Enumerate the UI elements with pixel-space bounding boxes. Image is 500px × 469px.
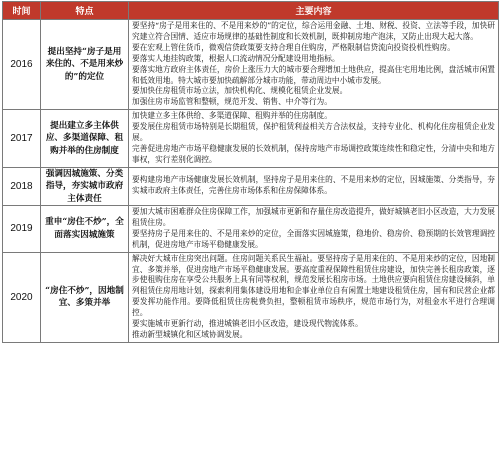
content-paragraph: 要在宏观上管住货币，微观信贷政策要支持合理自住购房，严格限制信贷流向投资投机性购房。 [132,42,455,52]
content-paragraph: 要构建房地产市场健康发展长效机制，坚持房子是用来住的、不是用来炒的定位，因城施策、分类指导，夯实城市政府主体责任，完善住房市场体系和住房保障体系。 [132,175,495,196]
table-row [3,110,499,168]
content-cell [129,20,499,110]
content-cell [129,167,499,205]
table-row [3,206,499,253]
content-paragraph: 要坚持“房子是用来住的、不是用来炒的”的定位，综合运用金融、土地、财税、投资、立法等手段，加快研究建立符合国情、适应市场规律的基础性制度和长效机制，既抑制房地产泡沫，又防止出现大起大落。 [132,21,495,41]
content-paragraph: 要落实地方政府主体责任，房价上涨压力大的城市要合理增加土地供应，提高住宅用地比例，盘活城市闲置和低效用地。特大城市要加快疏解部分城市功能，带动周边中小城市发展。 [132,64,495,85]
table-row [3,252,499,342]
content-cell [129,252,499,342]
feature-cell: 提出建立多主体供应、多渠道保障、租购并举的住房制度 [41,110,129,168]
content-paragraph: 要实施城市更新行动，推进城镇老旧小区改造，建设现代物流体系。 [132,319,363,329]
table-row [3,20,499,110]
year-cell: 2020 [3,252,41,342]
header-content: 主要内容 [129,2,499,20]
content-paragraph: 要坚持房子是用来住的、不是用来炒的定位，全面落实因城施策，稳地价、稳房价、稳预期的长效管理调控机制，促进房地产市场平稳健康发展。 [132,228,495,249]
feature-cell: “房住不炒”，因地制宜、多策并举 [41,252,129,342]
content-paragraph: 要落实人地挂钩政策，根据人口流动情况分配建设用地指标。 [132,53,340,63]
content-paragraph: 要加大城市困难群众住房保障工作，加强城市更新和存量住房改造提升，做好城镇老旧小区改造，大力发展租赁住房。 [132,207,495,227]
content-paragraph: 要加快住房租赁市场立法，加快机构化、规模化租赁企业发展。 [132,86,348,96]
content-paragraph: 推动新型城镇化和区域协调发展。 [132,329,248,339]
content-paragraph: 要发展住房租赁市场特别是长期租赁，保护租赁利益相关方合法权益，支持专业化、机构化住房租赁企业发展。 [132,122,495,143]
year-cell: 2018 [3,167,41,205]
header-year: 时间 [3,2,41,20]
policy-table [2,1,499,343]
content-paragraph: 加强住房市场监管和整顿，规范开发、销售、中介等行为。 [132,97,332,107]
year-cell: 2019 [3,206,41,253]
content-paragraph: 解决好大城市住房突出问题。住房问题关系民生福祉。要坚持房子是用来住的、不是用来炒的定位，因地制宜、多策并举，促进房地产市场平稳健康发展。要高度重视保障性租赁住房建设，加快完善长租房政策，逐步使租购住房在享受公共服务上具有同等权利，规范发展长租房市场。土地供应要向租赁住房建设倾斜，单列租赁住房用地计划，探索利用集体建设用地和企事业单位自有闲置土地建设租赁住房，国有和民营企业都要发挥功能作用。要降低租赁住房税费负担，整顿租赁市场秩序，规范市场行为，对租金水平进行合理调控。 [132,253,495,318]
year-cell: 2017 [3,110,41,168]
feature-cell: 强调因城施策、分类指导，夯实城市政府主体责任 [41,167,129,205]
year-cell: 2016 [3,20,41,110]
table-row [3,167,499,205]
content-cell [129,206,499,253]
content-paragraph: 加快建立多主体供给、多渠道保障、租购并举的住房制度。 [132,111,332,121]
content-paragraph: 完善促进房地产市场平稳健康发展的长效机制，保持房地产市场调控政策连续性和稳定性，分清中央和地方事权，实行差别化调控。 [132,143,495,164]
feature-cell: 提出坚持“房子是用来住的、不是用来炒的”的定位 [41,20,129,110]
content-cell [129,110,499,168]
header-feature: 特点 [41,2,129,20]
header-row [3,2,499,20]
feature-cell: 重申“房住不炒”，全面落实因城施策 [41,206,129,253]
